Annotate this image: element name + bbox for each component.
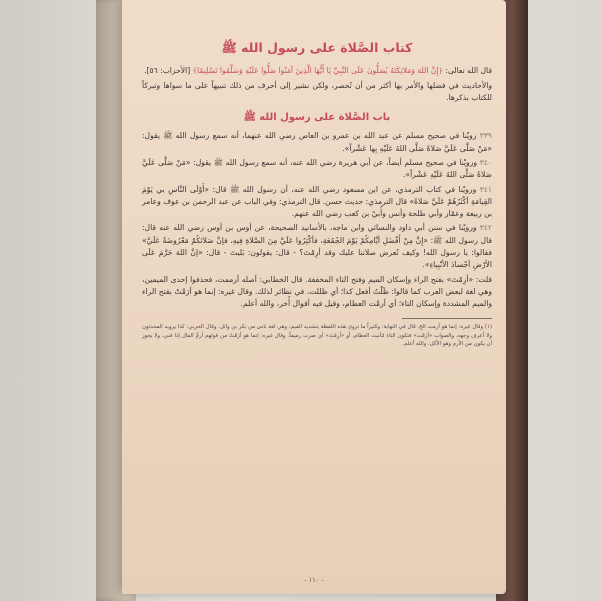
explanation-paragraph: قلت: «أرِمْتَ» بفتح الراء وإسكان الميم وفتح التاء المخففة. قال الخطابي: أصله أرممت، فحذفوا إحدى الميمين، وهي لغة لبعض العرب كما قالوا: ظَلْتُ أفعل كذا؛ أي ظللت، في نظائر لذلك. وقال غيره: إنما هو أرَمَّتْ بفتح الراء والميم المشددة وإسكان التاء؛ أي أرمَّت العظام، وقيل فيه أقوال أُخر، والله أعلم. (142, 274, 492, 309)
hadith-quote: «مَنْ صَلَّى عَلَيَّ صَلاةً صَلَّى اللهُ عَلَيْهِ بِها عَشْراً» (344, 143, 492, 153)
verse-reference: [الأحزاب: ٥٦]. (144, 66, 193, 76)
book-title: كتاب الصَّلاة على رسول الله ﷺ (221, 40, 413, 55)
hadith-quote: «مَنْ صَلَّى عَلَيَّ صَلاةً صَلَّى اللهُ عَلَيْهِ عَشْراً» (142, 157, 492, 180)
hadith-quote: «إِنَّ مِنْ أَفْضَلِ أيَّامِكُمْ يَوْمَ الجُمُعَةِ، فأكْثِرُوا عَلَيَّ مِنَ الصَّلاةِ فِيهِ، فإنَّ صَلاتَكُمْ مَعْرُوضَةٌ عَلَيَّ» (142, 235, 428, 245)
hadith-quote: «أَوْلَى النَّاسِ بي يَوْمَ القِيامَةِ أكْثَرُهُمْ عَلَيَّ صَلاةً» (142, 184, 492, 206)
hadith-tail: فقالوا: يا رسول الله! وكيف تُعرض صلاتنا عليك وقد أرِمْتَ؟ - قال: يقولون: بَليتَ - قال: «إنَّ اللهَ حَرَّمَ عَلَى الأرْضِ أجْسادَ الأنْبِياءِ». (142, 248, 492, 270)
intro-paragraph (142, 65, 492, 77)
hadith-tail: . (342, 143, 345, 153)
intro-lead: قال الله تعالى: (442, 66, 492, 76)
hadith-number: ٣٤١ (479, 184, 492, 194)
hadith-text: ورويْنا في صحيح مسلم أيضاً، عن أبي هريرة رضي الله عنه، أنه سمع رسول الله ﷺ يقول: (190, 157, 478, 167)
hadith-text: رويْنا في صحيح مسلم عن عبد الله بن عمرو بن العاص رضي الله عنهما، أنه سمع رسول الله ﷺ يقول: (142, 131, 477, 141)
hadith-paragraph (142, 222, 492, 271)
page-number: - ١١٠ - (304, 576, 324, 584)
footnote-divider (402, 318, 492, 319)
hadith-number: ٣٣٩ (479, 131, 492, 141)
hadith-number: ٣٤٠ (479, 157, 492, 167)
hadith-paragraph (142, 130, 492, 155)
footnote: (١) وقال غيره: إنما هو أرمت الخ. قال في النهاية: وكثيراً ما تروى هذه اللفظة بتشديد الميم، وهي لغة ناس من بكر بن وائل. وقال الحربي: كذا يرويه المحدثون ولا أعرف وجهه، والصواب «أرَمَّت» فتكون التاء لتأنيث العظام، أو «أرِمْتَ» أي صرت رميماً. وقال غيره: إنما هو أرَمَّتْ من قولهم أرمَّ المال إذا فني، ولا يجوز أن يكون من الأرم وهو الأكل، والله أعلم. (142, 324, 492, 347)
page-content (142, 38, 492, 348)
hadith-paragraph (142, 184, 492, 221)
hadith-text: ورويْنا في سنن أبي داود والنسائي وابن ماجه، بالأسانيد الصحيحة، عن أوس بن أوس رضي الله عنه قال: قال رسول الله ﷺ: (142, 223, 493, 245)
book-page (122, 0, 506, 594)
hadith-tail: . (403, 170, 406, 180)
hadith-number: ٣٤٢ (479, 223, 492, 233)
quran-verse: ﴿إِنَّ اللهَ وَمَلائِكَتَهُ يُصَلُّونَ عَلَى النَّبِيِّ يَا أَيُّهَا الَّذِينَ آمَنُوا صَلُّوا عَلَيْهِ وَسَلِّمُوا تَسْلِيمًا﴾ (192, 66, 443, 76)
hadith-text: ورويْنا في كتاب الترمذي، عن ابن مسعود رضي الله عنه، أن رسول الله ﷺ قال: (209, 184, 477, 194)
hadith-paragraph (142, 157, 492, 182)
intro-paragraph-2: والأحاديث في فضلها والأمر بها أكثر من أن تُحصر، ولكن نشير إلى أحرف من ذلك تنبيهاً على ما سواها وتبركاً للكتاب بذكرها. (142, 80, 492, 102)
chapter-heading: باب الصَّلاة على رسول الله ﷺ (243, 112, 391, 124)
hadith-tail: قال الترمذي: حديث حسن. قال الترمذي: وفي الباب عن عبد الرحمن بن عوف وعامر بن ربيعة وعمّار وأبي طلحة وأنس وأُبيّ بن كعب رضي الله عنهم. (142, 196, 492, 219)
